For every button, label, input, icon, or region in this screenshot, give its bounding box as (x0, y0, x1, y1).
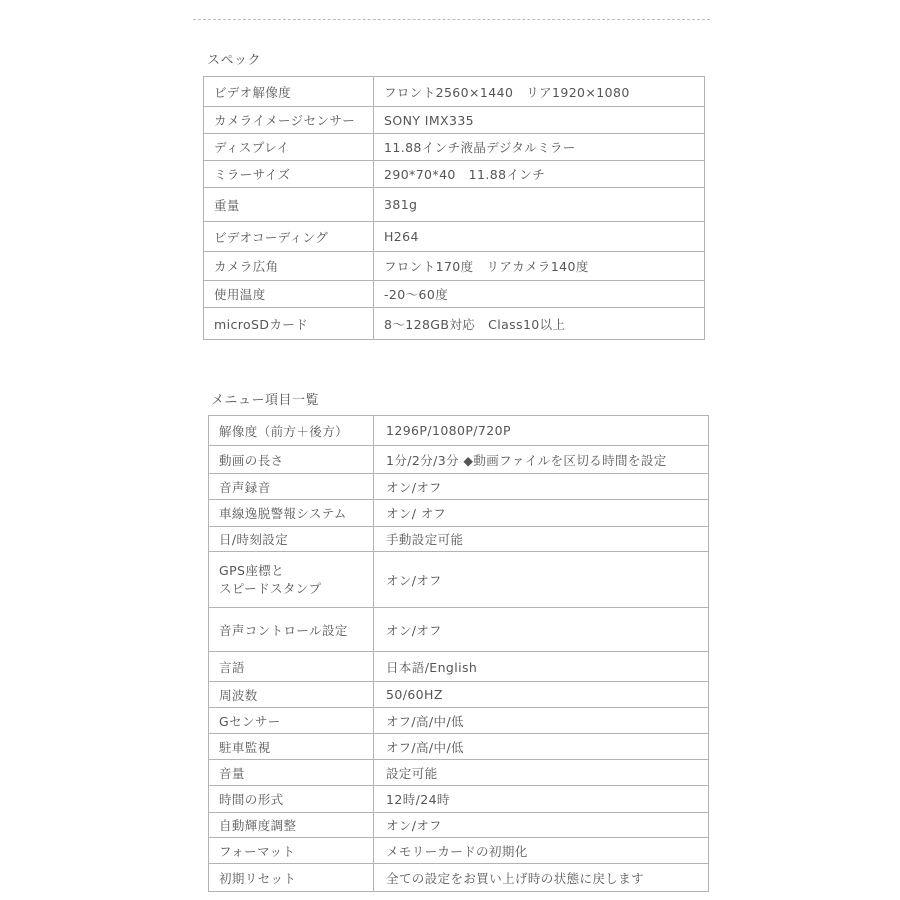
spec-label: ビデオ解像度 (204, 77, 374, 107)
menu-label: 初期リセット (209, 864, 374, 892)
spec-row (204, 252, 705, 281)
menu-value: 1296P/1080P/720P (374, 416, 709, 446)
dashed-divider (193, 19, 710, 20)
spec-row (204, 188, 705, 222)
spec-value: フロント2560×1440 リア1920×1080 (374, 77, 705, 107)
spec-row (204, 222, 705, 252)
spec-value: 8～128GB対応 Class10以上 (374, 308, 705, 340)
menu-row (209, 708, 709, 734)
menu-row (209, 760, 709, 786)
spec-value: フロント170度 リアカメラ140度 (374, 252, 705, 281)
menu-row (209, 416, 709, 446)
menu-value: メモリーカードの初期化 (374, 838, 709, 864)
menu-value: オン/オフ (374, 474, 709, 500)
menu-row (209, 608, 709, 652)
menu-label: 音声録音 (209, 474, 374, 500)
menu-label: 周波数 (209, 682, 374, 708)
spec-label: ディスプレイ (204, 134, 374, 161)
menu-row (209, 864, 709, 892)
menu-label: 時間の形式 (209, 786, 374, 813)
spec-value: 290*70*40 11.88インチ (374, 161, 705, 188)
menu-label: 自動輝度調整 (209, 813, 374, 838)
menu-value: 全ての設定をお買い上げ時の状態に戻します (374, 864, 709, 892)
menu-heading: メニュー項目一覧 (211, 393, 320, 408)
spec-label: microSDカード (204, 308, 374, 340)
spec-value: 381g (374, 188, 705, 222)
spec-row (204, 281, 705, 308)
menu-value: 設定可能 (374, 760, 709, 786)
menu-label: 言語 (209, 652, 374, 682)
menu-value: 日本語/English (374, 652, 709, 682)
spec-label: 使用温度 (204, 281, 374, 308)
spec-row (204, 308, 705, 340)
spec-row (204, 134, 705, 161)
spec-row (204, 77, 705, 107)
menu-label: 解像度（前方＋後方） (209, 416, 374, 446)
menu-table (208, 415, 709, 892)
menu-label-line: GPS座標と (219, 562, 285, 578)
menu-label: 音声コントロール設定 (209, 608, 374, 652)
spec-heading: スペック (207, 53, 262, 68)
menu-value: 50/60HZ (374, 682, 709, 708)
spec-table (203, 76, 705, 340)
menu-value: 手動設定可能 (374, 527, 709, 552)
menu-row (209, 527, 709, 552)
spec-label: カメライメージセンサー (204, 107, 374, 134)
spec-value: -20～60度 (374, 281, 705, 308)
menu-value: オン/オフ (374, 608, 709, 652)
spec-label: 重量 (204, 188, 374, 222)
spec-row (204, 161, 705, 188)
menu-value: オフ/高/中/低 (374, 734, 709, 760)
menu-label: 動画の長さ (209, 446, 374, 474)
menu-row (209, 500, 709, 527)
menu-value: オフ/高/中/低 (374, 708, 709, 734)
spec-label: ミラーサイズ (204, 161, 374, 188)
spec-row (204, 107, 705, 134)
menu-value: 12時/24時 (374, 786, 709, 813)
menu-label: 車線逸脱警報システム (209, 500, 374, 527)
menu-row (209, 838, 709, 864)
menu-row (209, 682, 709, 708)
spec-label: ビデオコーディング (204, 222, 374, 252)
spec-label: カメラ広角 (204, 252, 374, 281)
menu-label: 日/時刻設定 (209, 527, 374, 552)
spec-value: H264 (374, 222, 705, 252)
menu-label: 音量 (209, 760, 374, 786)
menu-row (209, 446, 709, 474)
menu-value: オン/オフ (374, 813, 709, 838)
spec-value: SONY IMX335 (374, 107, 705, 134)
menu-row (209, 734, 709, 760)
menu-value: 1分/2分/3分 ◆動画ファイルを区切る時間を設定 (374, 446, 709, 474)
menu-row (209, 813, 709, 838)
menu-row (209, 786, 709, 813)
menu-row (209, 474, 709, 500)
menu-label: Gセンサー (209, 708, 374, 734)
menu-label-line: スピードスタンプ (219, 580, 322, 596)
spec-value: 11.88インチ液晶デジタルミラー (374, 134, 705, 161)
menu-value: オン/オフ (374, 552, 709, 608)
menu-row (209, 552, 709, 608)
menu-label (209, 552, 374, 608)
menu-value: オン/ オフ (374, 500, 709, 527)
menu-label: フォーマット (209, 838, 374, 864)
menu-row (209, 652, 709, 682)
menu-label: 駐車監視 (209, 734, 374, 760)
